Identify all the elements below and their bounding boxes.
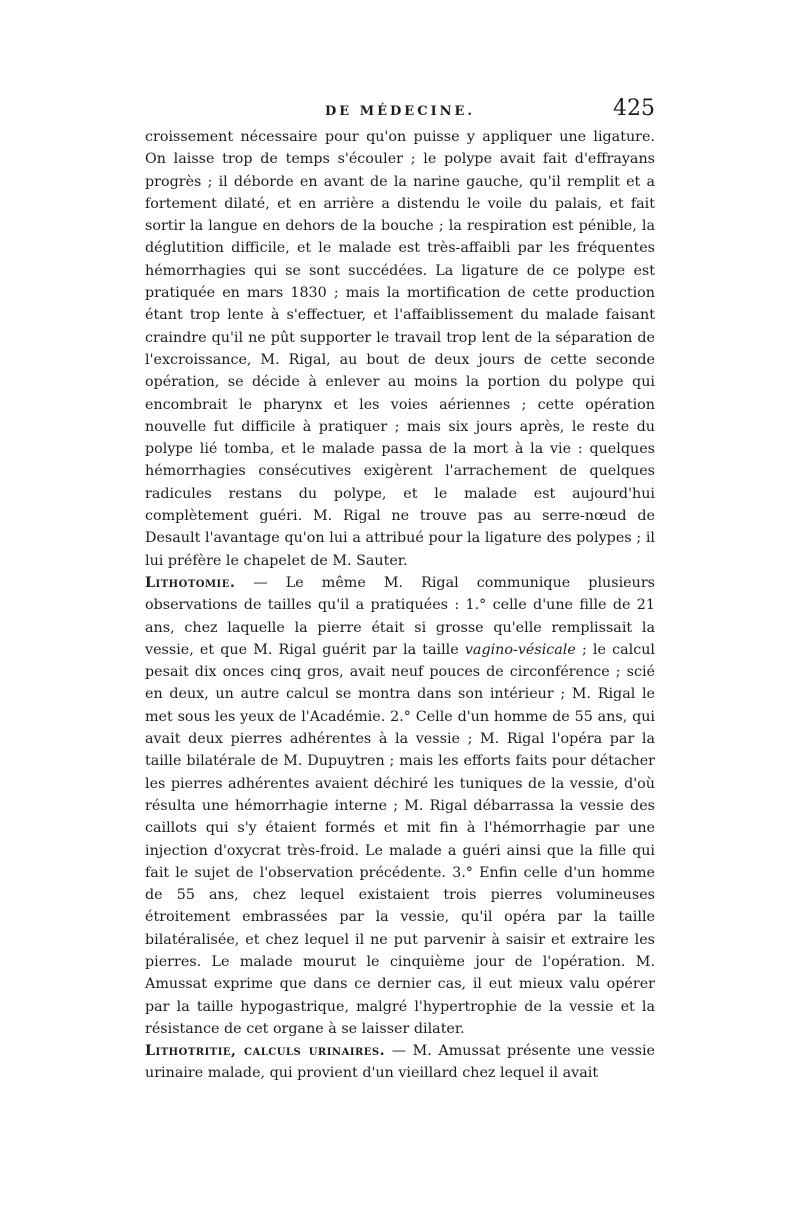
- italic-term: vagino-vésicale: [464, 641, 576, 658]
- section-heading-lithotritie: Lithotritie, calculs urinaires.: [145, 1043, 386, 1060]
- running-head: [145, 96, 655, 126]
- body-text: [145, 126, 655, 1085]
- paragraph-lithotritie: [145, 1040, 655, 1085]
- paragraph-lithotomie: [145, 572, 655, 1040]
- running-title: DE MÉDECINE.: [325, 104, 475, 119]
- book-page: [145, 96, 655, 1126]
- paragraph-polype: [145, 126, 655, 572]
- page-number: 425: [613, 96, 655, 121]
- paragraph-text: croissement nécessaire pour qu'on puisse y appliquer une ligature. On laisse trop de temps s'écouler ; le polype avait fait d'effrayans progrès ; il déborde en avant de la narine gauche, qu'il remplit et a fortement dilaté, et en arrière a distendu le voile du palais, et fait sortir la langue en dehors de la bouche ; la respiration est pénible, la déglutition difficile, et le malade est très-affaibli par les fréquentes hémorrhagies qui se sont succédées. La ligature de ce polype est pratiquée en mars 1830 ; mais la mortification de cette production étant trop lente à s'effectuer, et l'affaiblissement du malade faisant craindre qu'il ne pût supporter le travail trop lent de la séparation de l'excroissance, M. Rigal, au bout de deux jours de cette seconde opération, se décide à enlever au moins la portion du polype qui encombrait le pharynx et les voies aériennes ; cette opération nouvelle fut difficile à pratiquer ; mais six jours après, le reste du polype lié tomba, et le malade passa de la mort à la vie : quelques hémorrhagies consécutives exigèrent l'arrachement de quelques radicules restans du polype, et le malade est aujourd'hui complètement guéri. M. Rigal ne trouve pas au serre-nœud de Desault l'avantage qu'on lui a attribué pour la ligature des polypes ; il lui préfère le chapelet de M. Sauter.: [145, 129, 655, 569]
- paragraph-text: — Le même M. Rigal communique plusieurs observations de tailles qu'il a pratiquées : 1.° celle d'une fille de 21 ans, chez laquelle la pierre était si grosse qu'elle remplissait la vessie, et que M. Rigal guérit par la taille: [145, 574, 655, 658]
- paragraph-text: ; le calcul pesait dix onces cinq gros, avait neuf pouces de circonférence ; scié en deux, un autre calcul se montra dans son intérieur ; M. Rigal le met sous les yeux de l'Académie. 2.° Celle d'un homme de 55 ans, qui avait deux pierres adhérentes à la vessie ; M. Rigal l'opéra par la taille bilatérale de M. Dupuytren ; mais les efforts faits pour détacher les pierres adhérentes avaient déchiré les tuniques de la vessie, d'où résulta une hémorrhagie interne ; M. Rigal débarrassa la vessie des caillots qui s'y étaient formés et mit fin à l'hémorrhagie par une injection d'oxycrat très-froid. Le malade a guéri ainsi que la fille qui fait le sujet de l'observation précédente. 3.° Enfin celle d'un homme de 55 ans, chez lequel existaient trois pierres volumineuses étroitement embrassées par la vessie, qu'il opéra par la taille bilatéralisée, et chez lequel il ne put parvenir à saisir et extraire les pierres. Le malade mourut le cinquième jour de l'opération. M. Amussat exprime que dans ce dernier cas, il eut mieux valu opérer par la taille hypogastrique, malgré l'hypertrophie de la vessie et la résistance de cet organe à se laisser dilater.: [145, 641, 655, 1037]
- section-heading-lithotomie: Lithotomie.: [145, 574, 236, 591]
- paragraph-text: — M. Amussat présente une vessie urinaire malade, qui provient d'un vieillard chez lequel il avait: [145, 1043, 655, 1082]
